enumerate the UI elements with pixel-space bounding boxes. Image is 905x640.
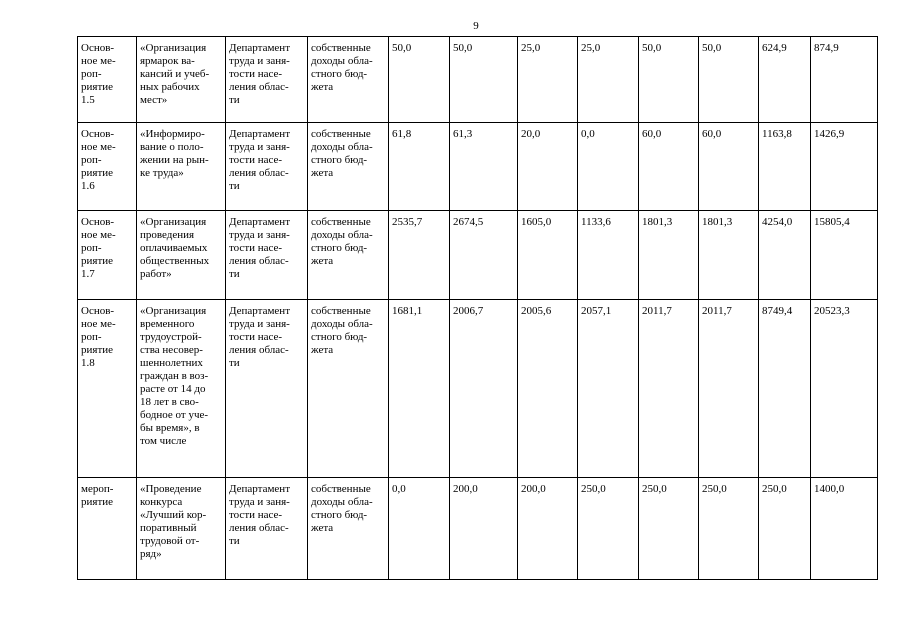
executor-cell: Департамент труда и заня- тости насе- ления облас- ти	[226, 478, 308, 580]
funding-source-cell: собственные доходы обла- стного бюд- жета	[308, 123, 389, 211]
total-cell: 1400,0	[811, 478, 878, 580]
total-cell: 874,9	[811, 37, 878, 123]
total-cell: 15805,4	[811, 211, 878, 300]
value-cell: 1163,8	[759, 123, 811, 211]
value-cell: 50,0	[450, 37, 518, 123]
value-cell: 20,0	[518, 123, 578, 211]
event-cell: Основ- ное ме- роп- риятие 1.6	[78, 123, 137, 211]
value-cell: 61,8	[389, 123, 450, 211]
value-cell: 60,0	[639, 123, 699, 211]
funding-source-cell: собственные доходы обла- стного бюд- жета	[308, 37, 389, 123]
event-name-cell: «Проведение конкурса «Лучший кор- поративный трудовой от- ряд»	[137, 478, 226, 580]
value-cell: 250,0	[578, 478, 639, 580]
value-cell: 50,0	[699, 37, 759, 123]
value-cell: 0,0	[578, 123, 639, 211]
value-cell: 50,0	[639, 37, 699, 123]
value-cell: 2005,6	[518, 300, 578, 478]
value-cell: 1605,0	[518, 211, 578, 300]
table-row	[78, 478, 878, 580]
page-number: 9	[473, 20, 479, 32]
value-cell: 2535,7	[389, 211, 450, 300]
event-name-cell: «Организация временного трудоустрой- ства несовер- шеннолетних граждан в воз- расте от 14 до 18 лет в сво- бодное от уче- бы время», в том числе	[137, 300, 226, 478]
value-cell: 2011,7	[699, 300, 759, 478]
total-cell: 20523,3	[811, 300, 878, 478]
table-row	[78, 300, 878, 478]
value-cell: 4254,0	[759, 211, 811, 300]
funding-source-cell: собственные доходы обла- стного бюд- жета	[308, 300, 389, 478]
value-cell: 2674,5	[450, 211, 518, 300]
table-row	[78, 123, 878, 211]
table-row	[78, 37, 878, 123]
event-name-cell: «Информиро- вание о поло- жении на рын- ке труда»	[137, 123, 226, 211]
event-name-cell: «Организация проведения оплачиваемых общественных работ»	[137, 211, 226, 300]
event-name-cell: «Организация ярмарок ва- кансий и учеб- ных рабочих мест»	[137, 37, 226, 123]
value-cell: 250,0	[699, 478, 759, 580]
value-cell: 250,0	[759, 478, 811, 580]
value-cell: 2011,7	[639, 300, 699, 478]
value-cell: 2006,7	[450, 300, 518, 478]
value-cell: 250,0	[639, 478, 699, 580]
executor-cell: Департамент труда и заня- тости насе- ления облас- ти	[226, 211, 308, 300]
value-cell: 1133,6	[578, 211, 639, 300]
executor-cell: Департамент труда и заня- тости насе- ления облас- ти	[226, 300, 308, 478]
event-cell: Основ- ное ме- роп- риятие 1.8	[78, 300, 137, 478]
value-cell: 25,0	[578, 37, 639, 123]
value-cell: 61,3	[450, 123, 518, 211]
value-cell: 624,9	[759, 37, 811, 123]
value-cell: 0,0	[389, 478, 450, 580]
value-cell: 1801,3	[699, 211, 759, 300]
value-cell: 2057,1	[578, 300, 639, 478]
executor-cell: Департамент труда и заня- тости насе- ления облас- ти	[226, 37, 308, 123]
total-cell: 1426,9	[811, 123, 878, 211]
executor-cell: Департамент труда и заня- тости насе- ления облас- ти	[226, 123, 308, 211]
value-cell: 50,0	[389, 37, 450, 123]
value-cell: 1801,3	[639, 211, 699, 300]
budget-table	[77, 36, 878, 580]
event-cell: Основ- ное ме- роп- риятие 1.7	[78, 211, 137, 300]
value-cell: 200,0	[450, 478, 518, 580]
event-cell: мероп- риятие	[78, 478, 137, 580]
value-cell: 60,0	[699, 123, 759, 211]
event-cell: Основ- ное ме- роп- риятие 1.5	[78, 37, 137, 123]
value-cell: 1681,1	[389, 300, 450, 478]
table-row	[78, 211, 878, 300]
value-cell: 25,0	[518, 37, 578, 123]
value-cell: 200,0	[518, 478, 578, 580]
funding-source-cell: собственные доходы обла- стного бюд- жета	[308, 478, 389, 580]
value-cell: 8749,4	[759, 300, 811, 478]
funding-source-cell: собственные доходы обла- стного бюд- жета	[308, 211, 389, 300]
